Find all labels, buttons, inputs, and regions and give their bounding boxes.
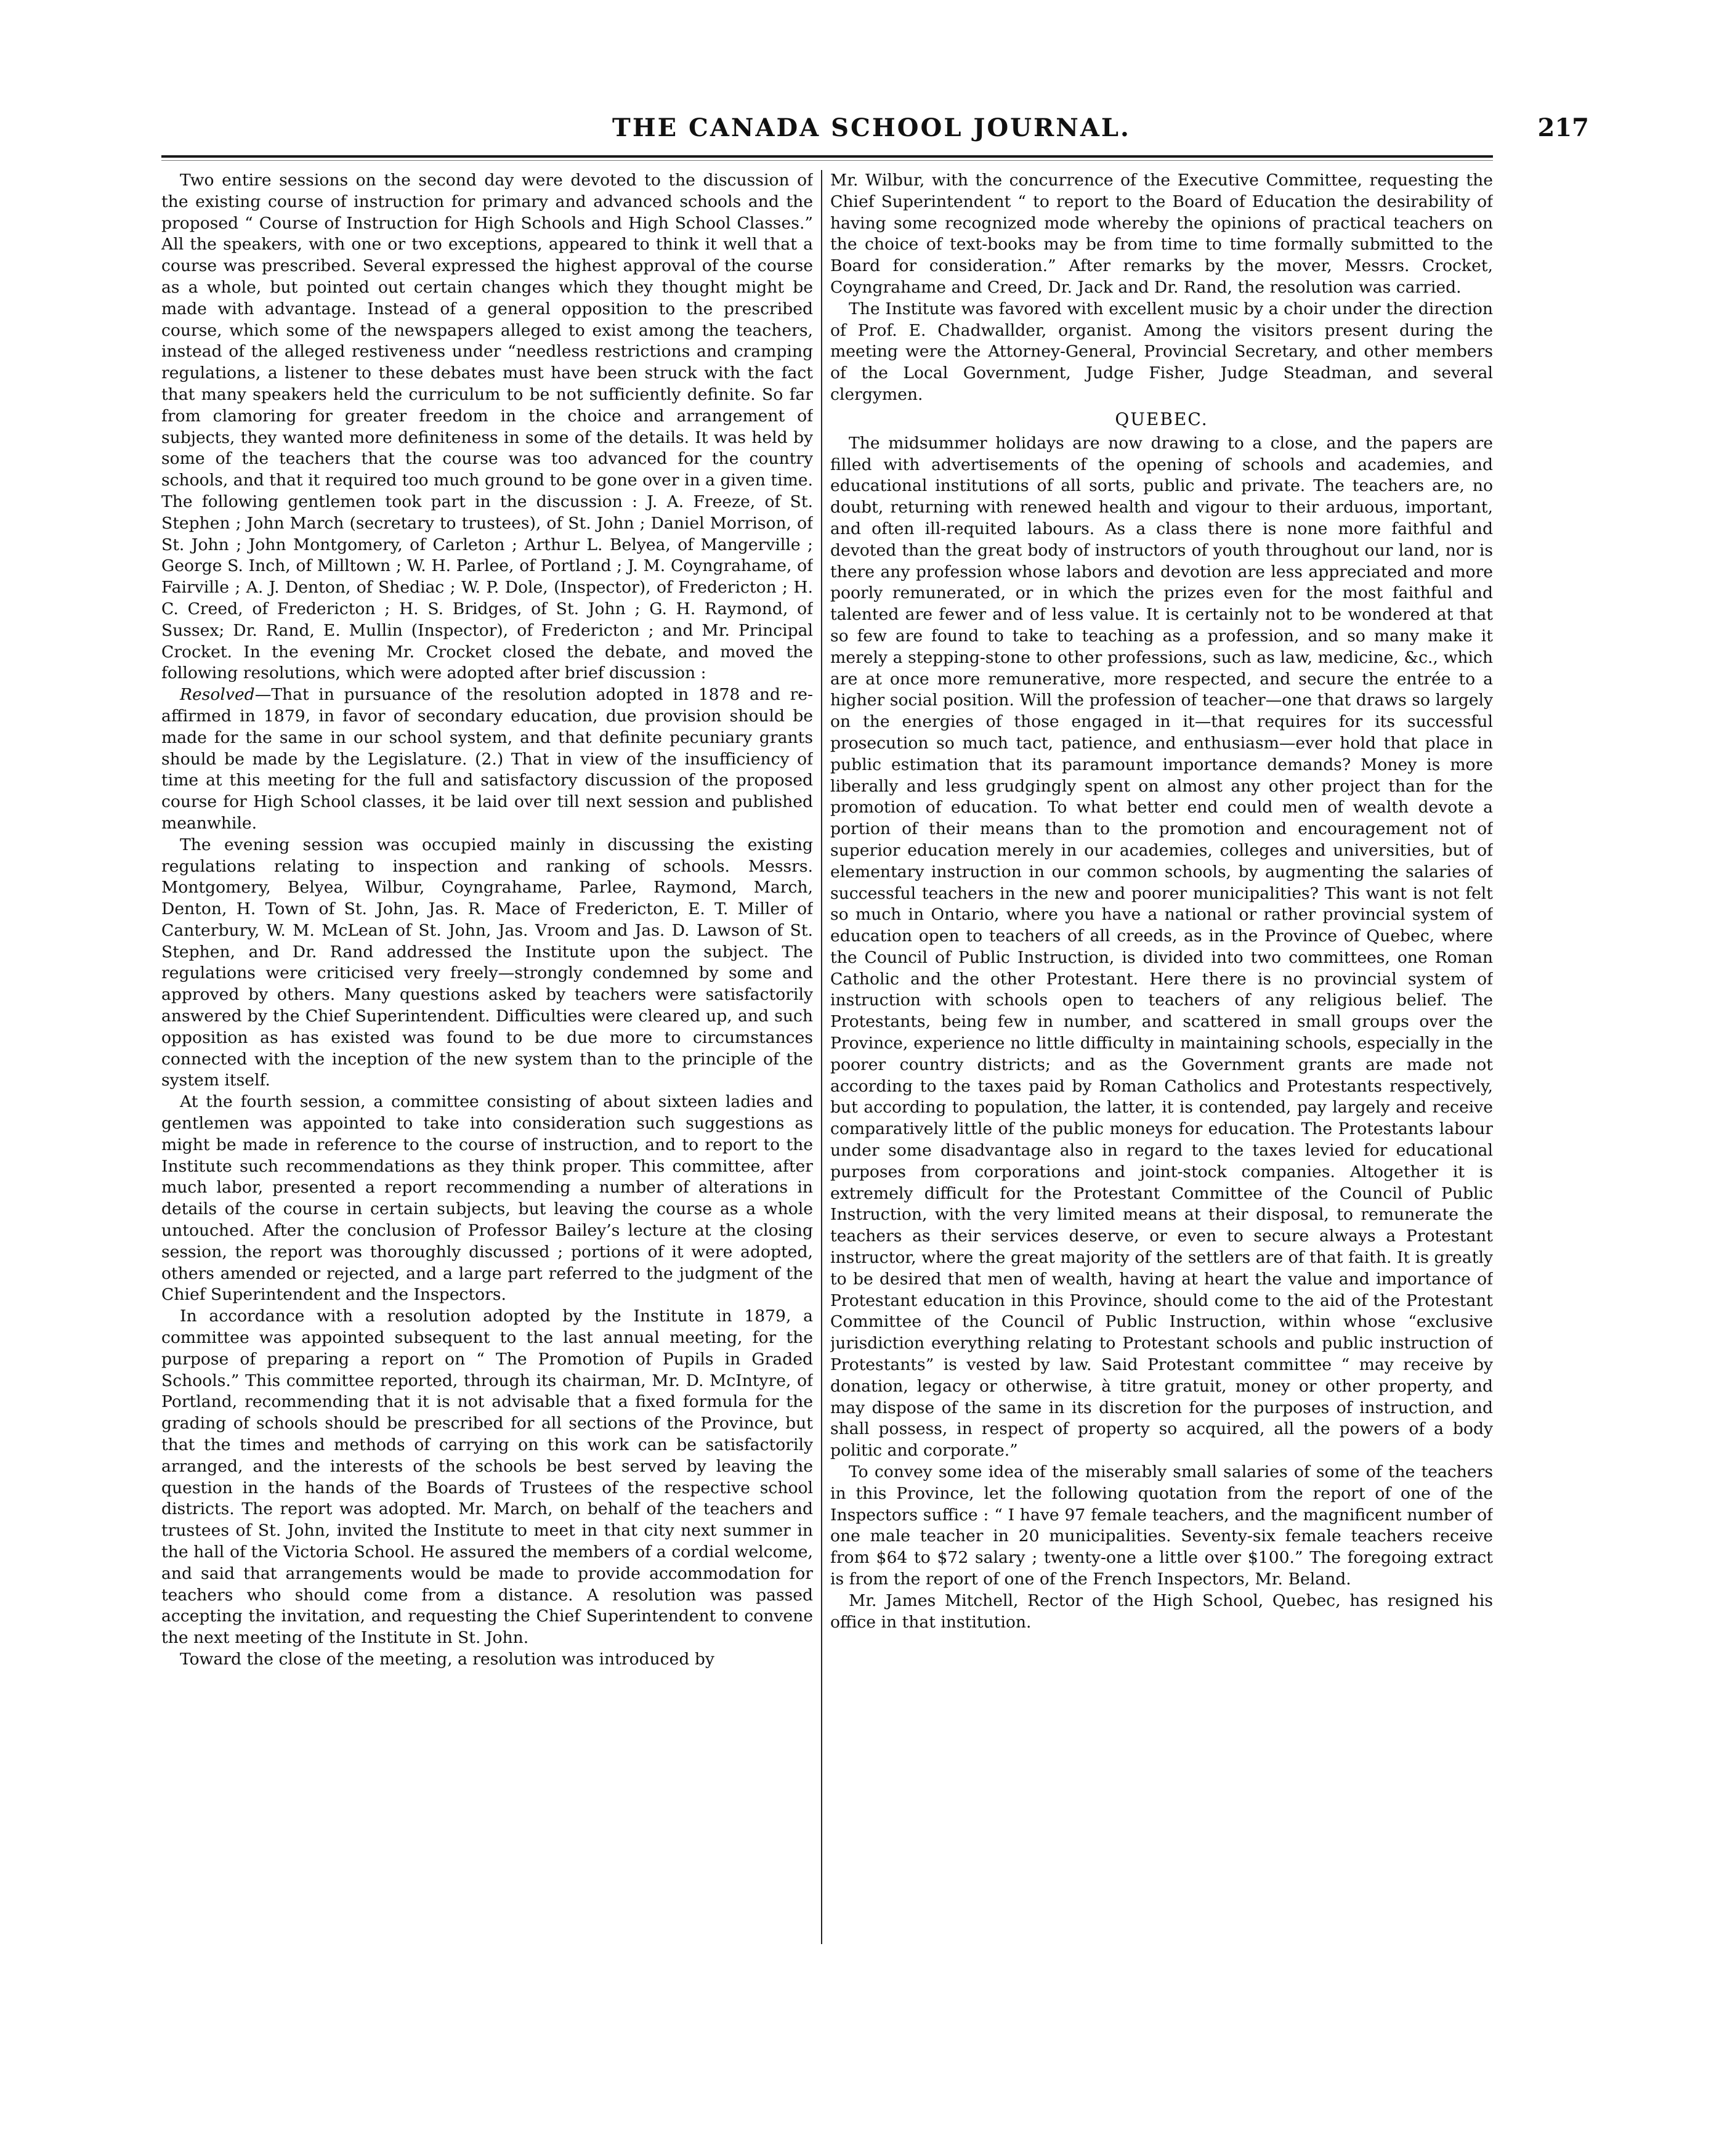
column-divider [821, 170, 822, 1944]
right-column [830, 170, 1493, 1961]
page-number: 217 [1537, 113, 1589, 142]
resolution-text: —That in pursuance of the resolution adopted in 1878 and re-affirmed in 1879, in favor of secondary education, due provision should be made for the same in our school system, and that definite pecuniary grants should be made by the Legislature. (2.) That in view of the insufficiency of time at this meeting for the full and satisfactory discussion of the proposed course for High School classes, it be laid over till next session and published meanwhile. [161, 685, 813, 833]
paragraph: Mr. Wilbur, with the concurrence of the Executive Committee, requesting the Chief Superintendent “ to report to the Board of Education the desirability of having some recognized mode whereby the opinions of practical teachers on the choice of text-books may be from time to time formally submitted to the Board for consideration.” After remarks by the mover, Messrs. Crocket, Coyngrahame and Creed, Dr. Jack and Dr. Rand, the resolution was carried. [830, 171, 1493, 297]
paragraph: At the fourth session, a committee consisting of about sixteen ladies and gentlemen was appointed to take into consideration such suggestions as might be made in reference to the course of instruction, and to report to the Institute such recommendations as they think proper. This committee, after much labor, presented a report recommending a number of alterations in details of the course in certain subjects, but leaving the course as a whole untouched. After the conclusion of Professor Bailey’s lecture at the closing session, the report was thoroughly discussed ; portions of it were adopted, others amended or rejected, and a large part referred to the judgment of the Chief Superintendent and the Inspectors. [161, 1092, 813, 1305]
paragraph: Mr. James Mitchell, Rector of the High School, Quebec, has resigned his office in that institution. [830, 1591, 1493, 1632]
paragraph: Two entire sessions on the second day were devoted to the discussion of the existing course of instruction for primary and advanced schools and the proposed “ Course of Instruction for High Schools and High School Classes.” All the speakers, with one or two exceptions, appeared to think it well that a course was prescribed. Several expressed the highest approval of the course as a whole, but pointed out certain changes which they thought might be made with advantage. Instead of a general opposition to the prescribed course, which some of the newspapers alleged to exist among the teachers, instead of the alleged restiveness under “needless restrictions and cramping regulations, a listener to these debates must have been struck with the fact that many speakers held the curriculum to be not sufficiently definite. So far from clamoring for greater freedom in the choice and arrangement of subjects, they wanted more definiteness in some of the details. It was held by some of the teachers that the course was too advanced for the country schools, and that it required too much ground to be gone over in a given time. The following gentlemen took part in the discussion : J. A. Freeze, of St. Stephen ; John March (secretary to trustees), of St. John ; Daniel Morrison, of St. John ; John Montgomery, of Carleton ; Arthur L. Belyea, of Mangerville ; George S. Inch, of Milltown ; W. H. Parlee, of Portland ; J. M. Coyngrahame, of Fairville ; A. J. Denton, of Shediac ; W. P. Dole, (Inspector), of Fredericton ; H. C. Creed, of Fredericton ; H. S. Bridges, of St. John ; G. H. Raymond, of Sussex; Dr. Rand, E. Mullin (Inspector), of Fredericton ; and Mr. Principal Crocket. In the evening Mr. Crocket closed the debate, and moved the following resolutions, which were adopted after brief discussion : [161, 171, 813, 683]
paragraph: The evening session was occupied mainly in discussing the existing regulations relating to inspection and ranking of schools. Messrs. Montgomery, Belyea, Wilbur, Coyngrahame, Parlee, Raymond, March, Denton, H. Town of St. John, Jas. R. Mace of Fredericton, E. T. Miller of Canterbury, W. M. McLean of St. John, Jas. Vroom and Jas. D. Lawson of St. Stephen, and Dr. Rand addressed the Institute upon the subject. The regulations were criticised very freely—strongly condemned by some and approved by others. Many questions asked by teachers were satisfactorily answered by the Chief Superintendent. Difficulties were cleared up, and such opposition as has existed was found to be due more to circumstances connected with the inception of the new system than to the principle of the system itself. [161, 835, 813, 1090]
left-column [161, 170, 813, 1961]
header-rule-thin [161, 160, 1493, 161]
paragraph: In accordance with a resolution adopted by the Institute in 1879, a committee was appointed subsequent to the last annual meeting, for the purpose of preparing a report on “ The Promotion of Pupils in Graded Schools.” This committee reported, through its chairman, Mr. D. McIntyre, of Portland, recommending that it is not advisable that a fixed formula for the grading of schools should be prescribed for all sections of the Province, but that the times and methods of carrying on this work can be satisfactorily arranged, and the interests of the schools be best served by leaving the question in the hands of the Boards of Trustees of the respective school districts. The report was adopted. Mr. March, on behalf of the teachers and trustees of St. John, invited the Institute to meet in that city next summer in the hall of the Victoria School. He assured the members of a cordial welcome, and said that arrangements would be made to provide accommodation for teachers who should come from a distance. A resolution was passed accepting the invitation, and requesting the Chief Superintendent to convene the next meeting of the Institute in St. John. [161, 1307, 813, 1648]
journal-title: THE CANADA SCHOOL JOURNAL. [612, 113, 1131, 142]
paragraph: The Institute was favored with excellent music by a choir under the direction of Prof. E. Chadwallder, organist. Among the visitors present during the meeting were the Attorney-General, Provincial Secretary, and other members of the Local Government, Judge Fisher, Judge Steadman, and several clergymen. [830, 299, 1493, 404]
section-heading-quebec: QUEBEC. [1115, 408, 1208, 429]
paragraph: The midsummer holidays are now drawing to a close, and the papers are filled with advertisements of the opening of schools and academies, and educational institutions of all sorts, public and private. The teachers are, no doubt, returning with renewed health and vigour to their arduous, important, and often ill-requited labours. As a class there is none more faithful and devoted than the great body of instructors of youth throughout our land, nor is there any profession whose labors and devotion are less appreciated and more poorly remunerated, or in which the prizes even for the most faithful and talented are fewer and of less value. It is certainly not to be wondered at that so few are found to take to teaching as a profession, and so many make it merely a stepping-stone to other professions, such as law, medicine, &c., which are at once more remunerative, more respected, and secure the entrée to a higher social position. Will the profession of teacher—one that draws so largely on the energies of those engaged in it—that requires for its successful prosecution so much tact, patience, and enthusiasm—ever hold that place in public estimation that its paramount importance demands? Money is more liberally and less grudgingly spent on almost any other project than for the promotion of education. To what better end could men of wealth devote a portion of their means than to the promotion and encouragement not of superior education merely in our academies, colleges and universities, but of elementary instruction in our common schools, by augmenting the salaries of successful teachers in the new and poorer municipalities? This want is not felt so much in Ontario, where you have a national or rather provincial system of education open to teachers of all creeds, as in the Province of Quebec, where the Council of Public Instruction, is divided into two committees, one Roman Catholic and the other Protestant. Here there is no provincial system of instruction with schools open to teachers of any religious belief. The Protestants, being few in number, and scattered in small groups over the Province, experience no little difficulty in maintaining schools, especially in the poorer country districts; and as the Government grants are made not according to the taxes paid by Roman Catholics and Protestants respectively, but according to population, the latter, it is contended, pay largely and receive comparatively little of the public moneys for education. The Protestants labour under some disadvantage also in regard to the taxes levied for educational purposes from corporations and joint-stock companies. Altogether it is extremely difficult for the Protestant Committee of the Council of Public Instruction, with the very limited means at their disposal, to remunerate the teachers as their services deserve, or even to secure always a Protestant instructor, where the great majority of the settlers are of that faith. It is greatly to be desired that men of wealth, having at heart the value and importance of Protestant education in this Province, should come to the aid of the Protestant Committee of the Council of Public Instruction, within whose “exclusive jurisdiction everything relating to Protestant schools and public instruction of Protestants” is vested by law. Said Protestant committee “ may receive by donation, legacy or otherwise, à titre gratuit, money or other property, and may dispose of the same in its discretion for the purposes of instruction, and shall possess, in respect of property so acquired, all the powers of a body politic and corporate.” [830, 433, 1493, 1461]
resolved-label: Resolved [180, 685, 255, 705]
paragraph: To convey some idea of the miserably small salaries of some of the teachers in this Province, let the following quotation from the report of one of the Inspectors suffice : “ I have 97 female teachers, and the magnificent number of one male teacher in 20 municipalities. Seventy-six female teachers receive from $64 to $72 salary ; twenty-one a little over $100.” The foregoing extract is from the report of one of the French Inspectors, Mr. Beland. [830, 1462, 1493, 1589]
resolution-paragraph [161, 684, 813, 835]
page-header [154, 110, 1589, 147]
paragraph: Toward the close of the meeting, a resolution was introduced by [180, 1649, 714, 1669]
header-rule [161, 155, 1493, 158]
